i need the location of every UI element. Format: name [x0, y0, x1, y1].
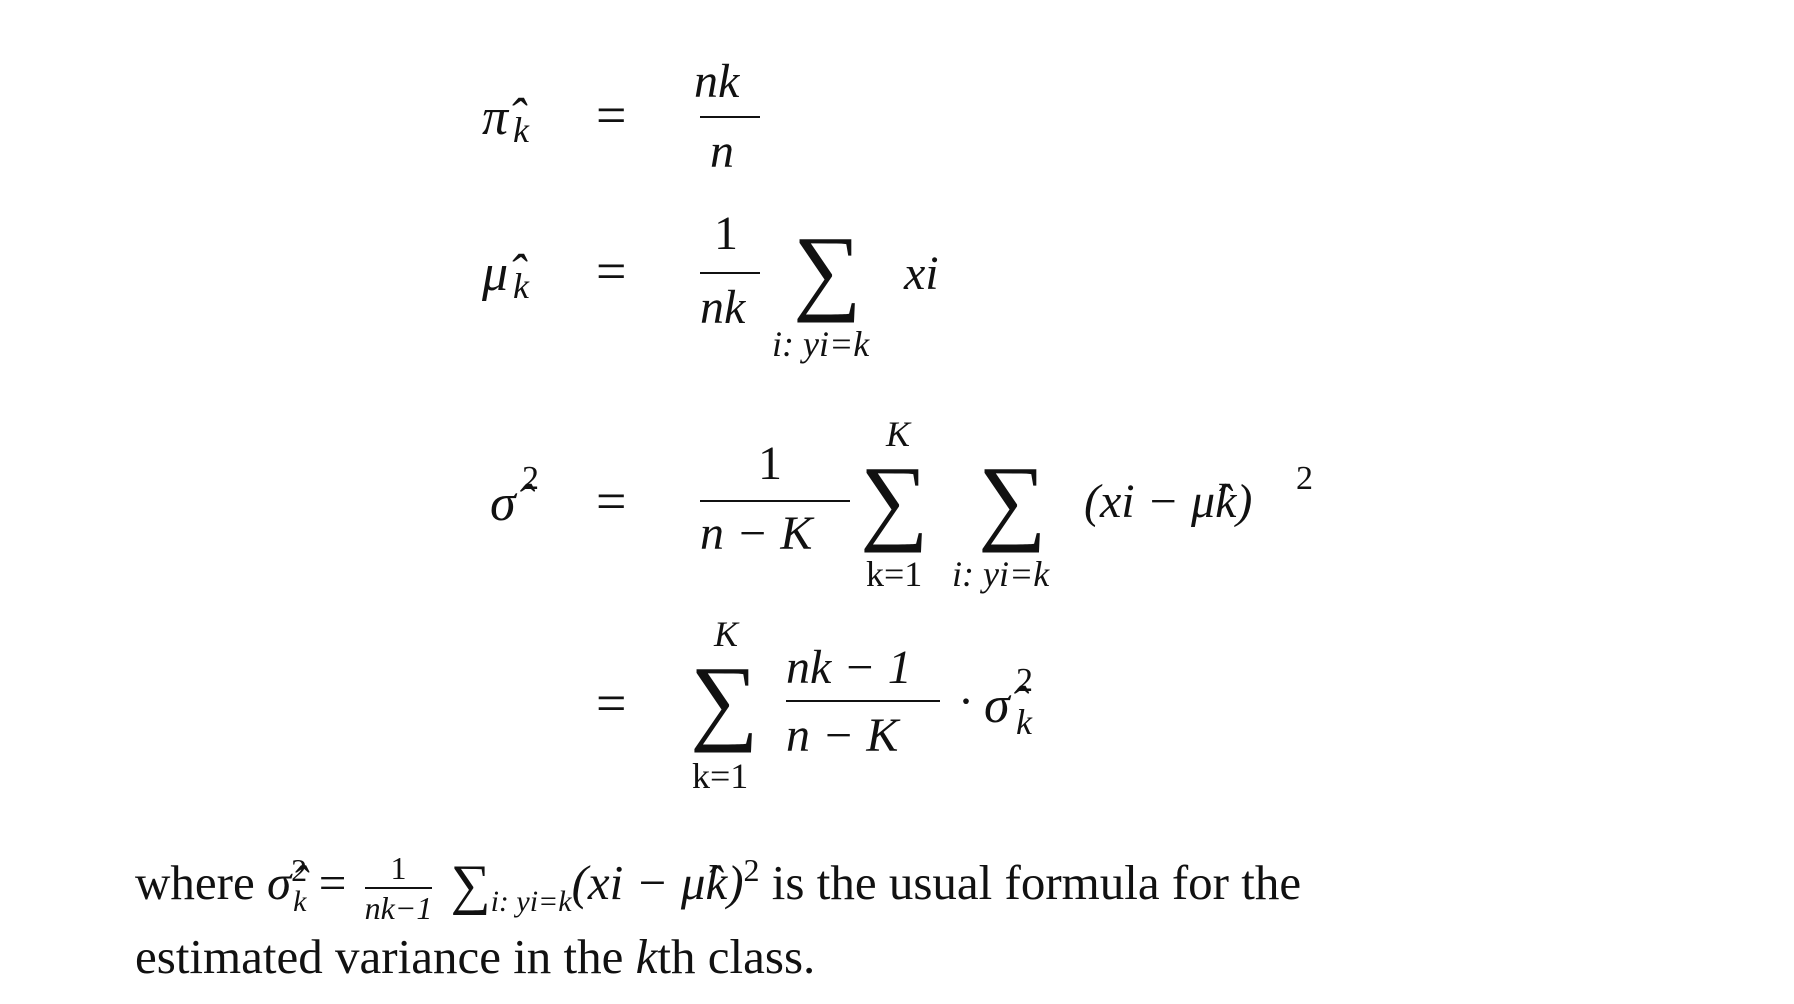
- fraction-bar: [700, 272, 760, 274]
- sigma-hat-k-superscript: 2: [1016, 662, 1033, 699]
- line2-start-text: estimated variance in the: [135, 928, 624, 984]
- paragraph-line-2: [135, 924, 1695, 990]
- sigma-hat-symbol: σ̂: [490, 475, 516, 532]
- fraction-numerator: 1: [714, 207, 738, 260]
- summand-superscript: 2: [1296, 460, 1313, 497]
- multiplication-dot: ·: [958, 675, 974, 728]
- explanation-paragraph: [135, 848, 1695, 990]
- inner-sum-lower-limit: i: yi=k: [952, 554, 1050, 594]
- line2-k: k: [635, 928, 658, 984]
- outer-summation-symbol: ∑: [860, 446, 929, 553]
- sigma-hat-inline-symbol: σ̂: [266, 855, 292, 910]
- inline-equals: =: [318, 855, 347, 910]
- sigma-hat-inline-sub: k: [293, 885, 307, 918]
- pi-hat-symbol: π̂: [482, 89, 509, 146]
- fraction-bar: [786, 700, 940, 702]
- inner-summation-symbol: ∑: [978, 446, 1047, 553]
- fraction-denominator: n − K: [786, 709, 899, 762]
- fraction-numerator: 1: [758, 437, 782, 490]
- summation-lower-limit: i: yi=k: [772, 324, 870, 364]
- mu-hat-symbol: μ̂: [482, 245, 509, 302]
- fraction-denominator: n: [710, 125, 734, 178]
- sigma-hat-inline-sup: 2: [291, 852, 308, 888]
- sigma-hat-k-subscript: k: [1016, 702, 1032, 742]
- fraction-denominator: nk: [700, 281, 746, 334]
- inline-summation-symbol: ∑: [450, 854, 491, 916]
- paragraph-line-1: [135, 848, 1695, 924]
- line1-rest-text: is the usual formula for the: [771, 855, 1302, 910]
- sum-upper-limit: K: [714, 614, 739, 654]
- summation-symbol: ∑: [690, 646, 759, 753]
- inline-fraction: [364, 849, 433, 926]
- pi-hat-subscript: k: [513, 110, 529, 150]
- inline-summand-sup: 2: [743, 852, 760, 888]
- fraction-bar: [700, 116, 760, 118]
- fraction-denominator: n − K: [700, 507, 813, 560]
- inline-fraction-bottom: nk−1: [364, 889, 433, 926]
- sigma-hat-k-symbol: σ̂: [984, 677, 1010, 734]
- outer-sum-lower-limit: k=1: [866, 554, 923, 594]
- inline-fraction-top: 1: [365, 852, 433, 889]
- line2-end-text: th class.: [657, 928, 816, 984]
- word-where: where: [135, 855, 255, 910]
- inline-summation-subscript: i: yi=k: [490, 885, 572, 918]
- fraction-bar: [700, 500, 850, 502]
- sum-lower-limit: k=1: [692, 756, 749, 796]
- mu-hat-subscript: k: [513, 266, 529, 306]
- sigma-hat-k-inline: [266, 852, 308, 918]
- fraction-numerator: nk − 1: [786, 641, 912, 694]
- equals-sign: =: [596, 471, 627, 531]
- sigma-hat-superscript: 2: [522, 460, 539, 497]
- fraction-numerator: nk: [694, 55, 740, 108]
- summand: xi: [904, 247, 939, 300]
- equals-sign: =: [596, 673, 627, 733]
- outer-sum-upper-limit: K: [886, 414, 911, 454]
- inline-summand: (xi − μ̂k): [571, 855, 744, 910]
- equals-sign: =: [596, 241, 627, 301]
- equals-sign: =: [596, 85, 627, 145]
- summation-symbol: ∑: [793, 216, 862, 323]
- summand: (xi − μ̂k): [1084, 475, 1253, 528]
